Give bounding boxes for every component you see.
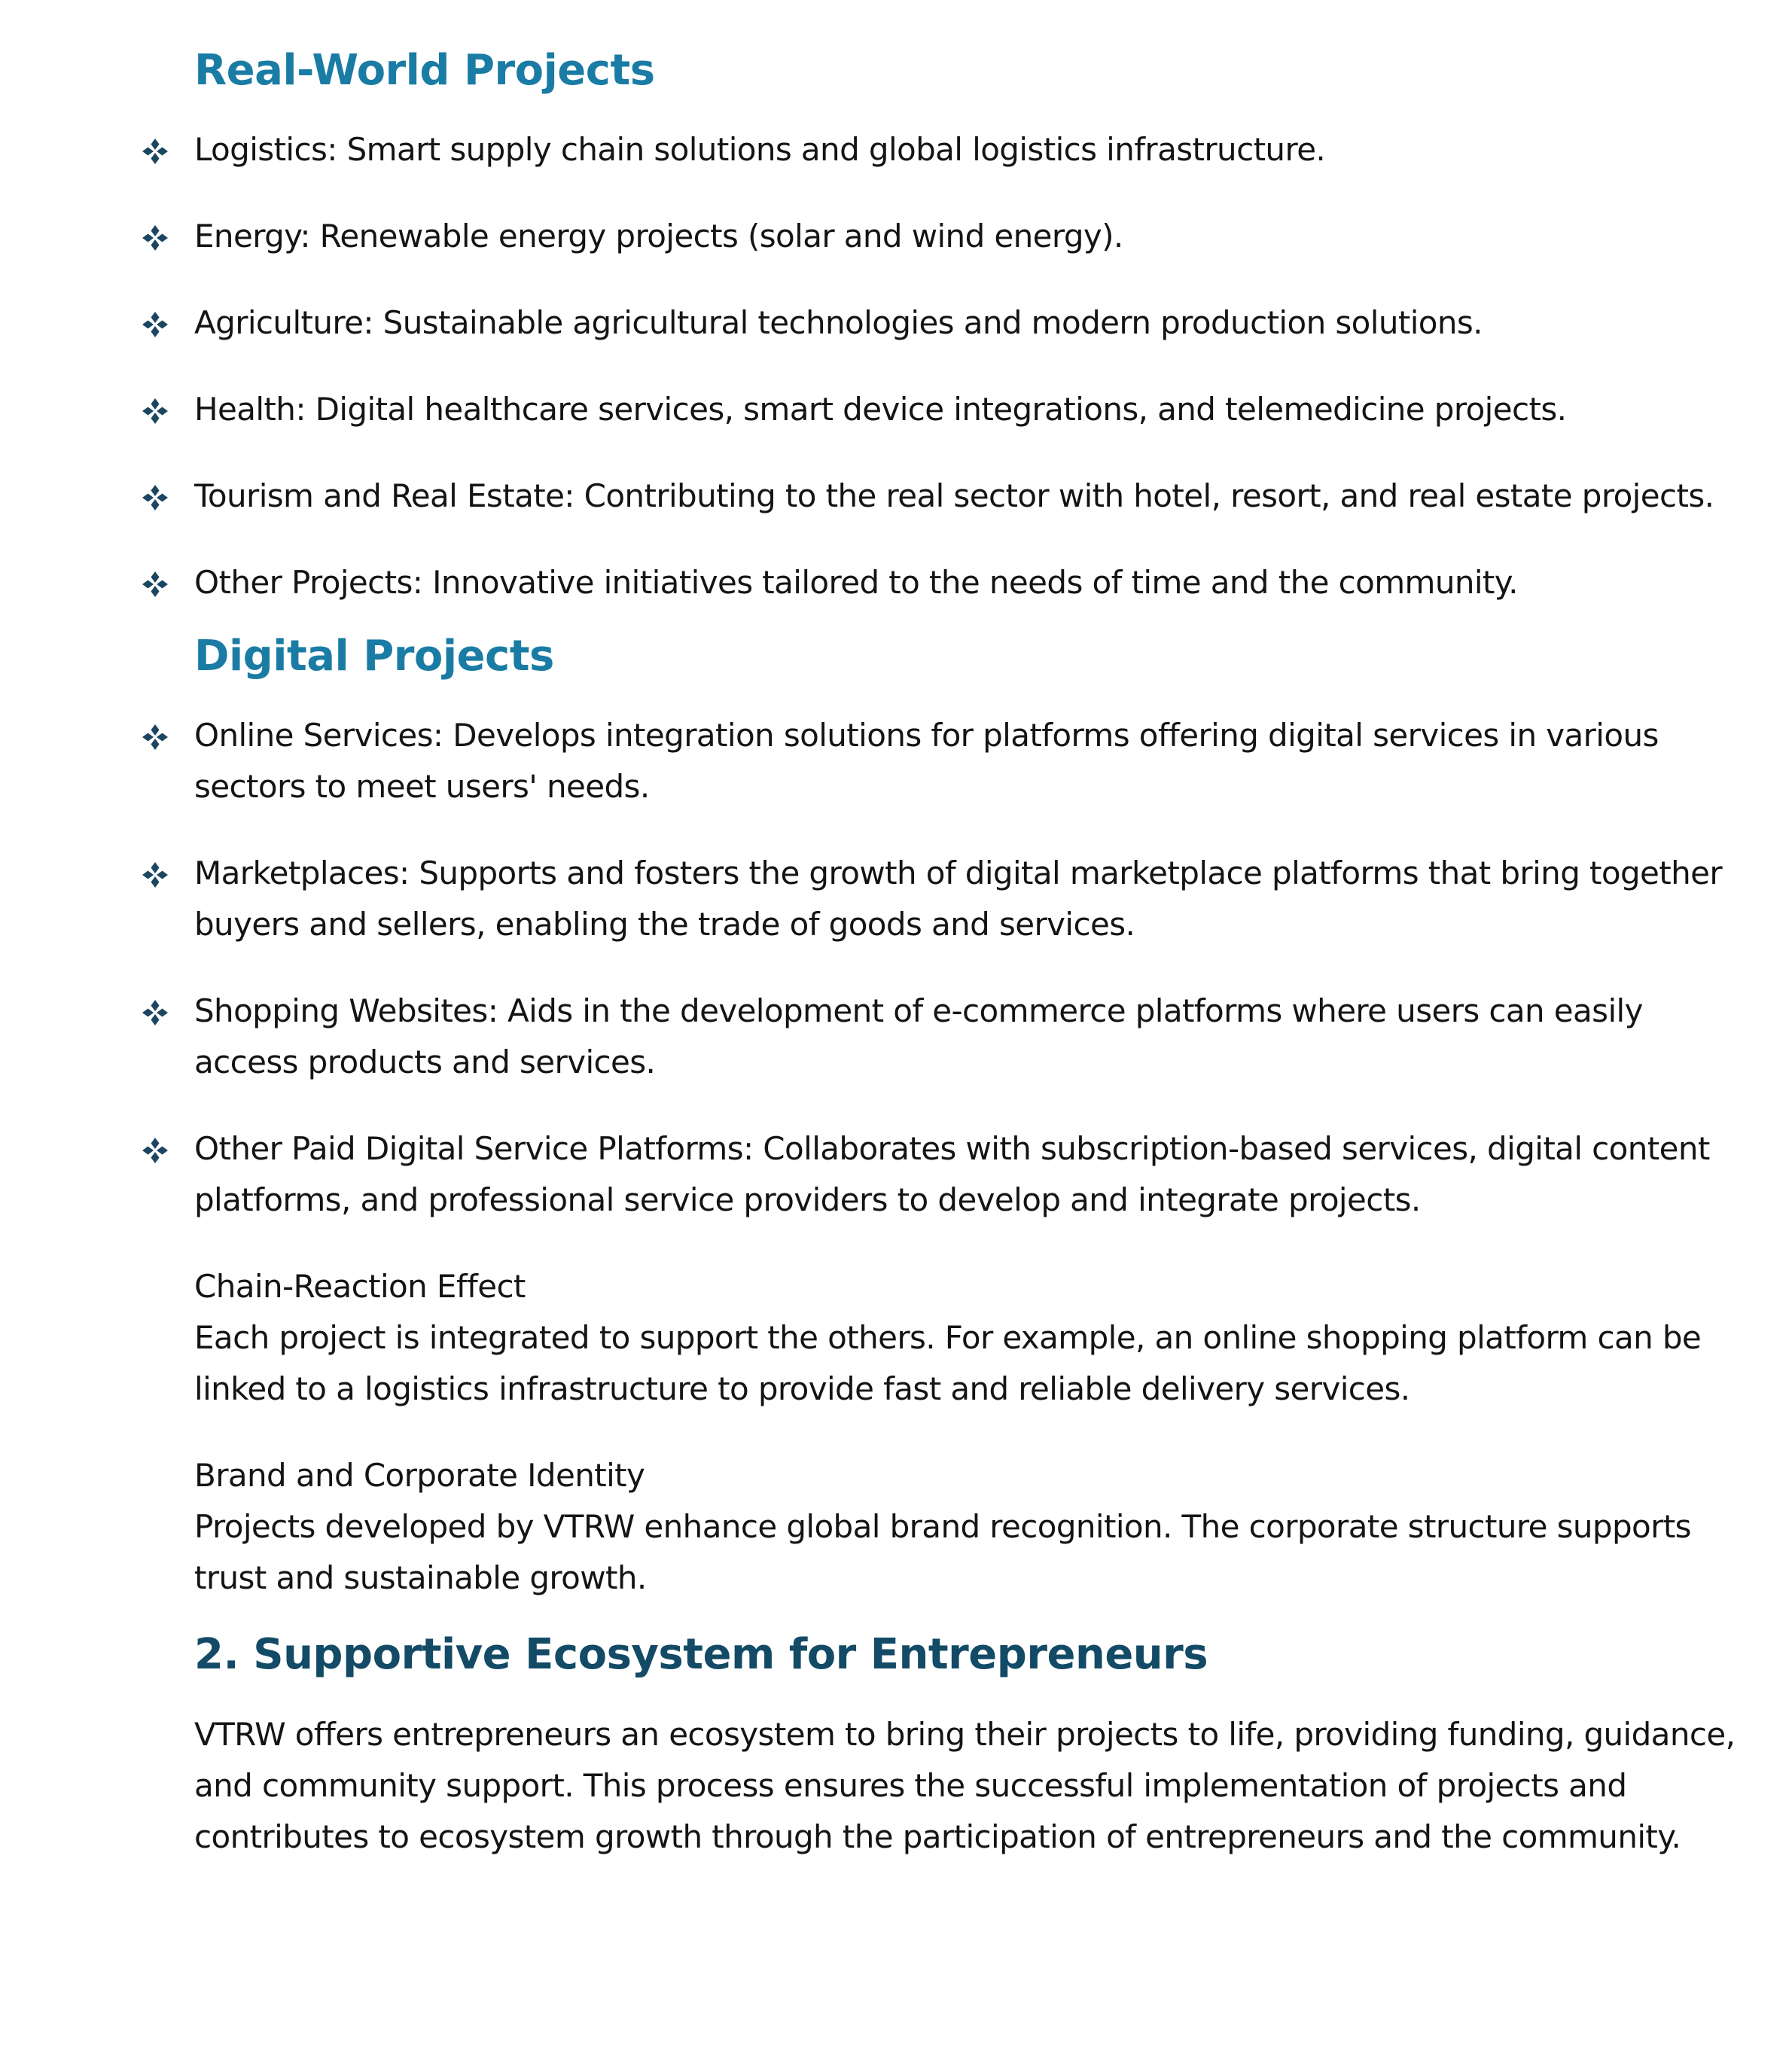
list-item	[194, 124, 1738, 175]
brand-identity-title: Brand and Corporate Identity	[194, 1457, 645, 1495]
diamond-bullet-icon	[142, 224, 169, 251]
list-item-text: Other Paid Digital Service Platforms: Collaborates with subscription-based services, digital content platforms, and professional service providers to develop and integrate projects.	[194, 1130, 1710, 1219]
list-item-text: Online Services: Develops integration solutions for platforms offering digital services in various sectors to meet users' needs.	[194, 717, 1659, 806]
ecosystem-body: VTRW offers entrepreneurs an ecosystem to bring their projects to life, providing funding, guidance, and community support. This process ensures the successful implementation of projects and contributes to ecosystem growth through the participation of entrepreneurs and the community.	[194, 1715, 1736, 1855]
list-item-text: Agriculture: Sustainable agricultural technologies and modern production solutions.	[194, 304, 1483, 342]
list-item	[194, 471, 1738, 522]
diamond-bullet-icon	[142, 724, 169, 751]
document-page	[194, 45, 1738, 1863]
list-item-text: Other Projects: Innovative initiatives tailored to the needs of time and the community.	[194, 564, 1518, 602]
digital-projects-heading: Digital Projects	[194, 632, 554, 681]
list-item-text: Tourism and Real Estate: Contributing to the real sector with hotel, resort, and real estate projects.	[194, 477, 1714, 515]
list-item-text: Logistics: Smart supply chain solutions and global logistics infrastructure.	[194, 131, 1326, 169]
digital-projects-list	[194, 710, 1738, 1226]
diamond-bullet-icon	[142, 571, 169, 598]
chain-reaction-body: Each project is integrated to support the others. For example, an online shopping platform can be linked to a logistics infrastructure to provide fast and reliable delivery services.	[194, 1319, 1702, 1408]
diamond-bullet-icon	[142, 398, 169, 425]
list-item	[194, 1123, 1738, 1226]
ecosystem-heading: 2. Supportive Ecosystem for Entrepreneurs	[194, 1630, 1208, 1680]
real-world-projects-heading: Real-World Projects	[194, 46, 655, 95]
real-world-projects-list	[194, 124, 1738, 608]
diamond-bullet-icon	[142, 1137, 169, 1164]
diamond-bullet-icon	[142, 311, 169, 338]
diamond-bullet-icon	[142, 138, 169, 165]
list-item-text: Marketplaces: Supports and fosters the growth of digital marketplace platforms that bring together buyers and sellers, enabling the trade of goods and services.	[194, 855, 1723, 943]
list-item-text: Shopping Websites: Aids in the development of e-commerce platforms where users can easily access products and services.	[194, 992, 1643, 1081]
diamond-bullet-icon	[142, 861, 169, 888]
list-item-text: Energy: Renewable energy projects (solar and wind energy).	[194, 218, 1123, 255]
brand-identity-block	[194, 1450, 1738, 1604]
diamond-bullet-icon	[142, 999, 169, 1026]
list-item	[194, 557, 1738, 608]
list-item	[194, 848, 1738, 950]
chain-reaction-title: Chain-Reaction Effect	[194, 1268, 526, 1306]
list-item	[194, 710, 1738, 812]
list-item	[194, 986, 1738, 1088]
list-item	[194, 211, 1738, 262]
brand-identity-body: Projects developed by VTRW enhance global brand recognition. The corporate structure supports trust and sustainable growth.	[194, 1508, 1691, 1597]
chain-reaction-block	[194, 1261, 1738, 1415]
diamond-bullet-icon	[142, 484, 169, 511]
list-item	[194, 384, 1738, 435]
list-item	[194, 297, 1738, 349]
list-item-text: Health: Digital healthcare services, smart device integrations, and telemedicine projects.	[194, 391, 1567, 428]
